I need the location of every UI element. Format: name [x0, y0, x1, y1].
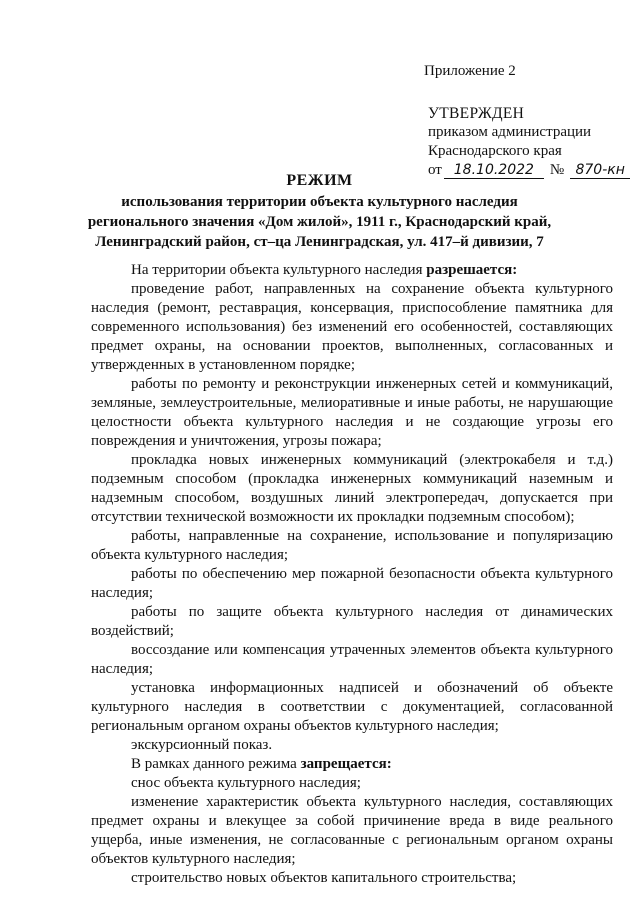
approval-title: УТВЕРЖДЕН	[428, 105, 525, 122]
allowed-intro	[91, 261, 613, 280]
forbidden-item: изменение характеристик объекта культурного наследия, составляющих предмет охраны и влекущее за собой причинение вреда в виде реального ущерба, иные изменения, не согласованные с региональным органом охраны объектов культурного наследия;	[91, 794, 613, 867]
heading-line-1: использования территории объекта культурного наследия	[121, 194, 518, 210]
allowed-item: прокладка новых инженерных коммуникаций (электрокабеля и т.д.) подземным способом (прокладка инженерных коммуникаций наземным и надземным способом, воздушных линий электропередач, допускается при отсутствии технической возможности их прокладки подземным способом);	[91, 452, 613, 525]
allowed-intro-text: На территории объекта культурного наследия	[131, 262, 427, 278]
from-label: от	[428, 162, 442, 178]
approval-line-1: приказом администрации	[428, 124, 592, 140]
approval-line-2: Краснодарского края	[428, 142, 562, 159]
handwritten-date: 18.10.2022	[444, 162, 544, 179]
allowed-item: работы по ремонту и реконструкции инженерных сетей и коммуникаций, земляные, землеустроительные, мелиоративные и иные работы, не нарушающие целостности объекта культурного наследия и не создающие угрозы его повреждения и уничтожения, угрозы пожара;	[91, 376, 613, 449]
allowed-item: проведение работ, направленных на сохранение объекта культурного наследия (ремонт, реставрация, консервация, приспособление памятника для современного использования) без изменений его особенностей, составляющих предмет охраны, на основании проектов, выполненных, согласованных и утвержденных в установленном порядке;	[91, 281, 613, 373]
allowed-item: установка информационных надписей и обозначений об объекте культурного наследия в соответствии с документацией, согласованной региональным органом охраны объектов культурного наследия;	[91, 680, 613, 734]
allowed-item: экскурсионный показ.	[131, 737, 273, 753]
allowed-item: работы по обеспечению мер пожарной безопасности объекта культурного наследия;	[91, 566, 613, 601]
heading-line-2: регионального значения «Дом жилой», 1911 г., Краснодарский край,	[87, 214, 552, 230]
approval-block	[428, 104, 630, 180]
forbidden-intro-keyword: запрещается:	[300, 756, 392, 772]
number-sign: №	[549, 162, 565, 178]
document-body	[91, 261, 613, 888]
annex-label: Приложение 2	[424, 63, 516, 79]
heading-line-3: Ленинградский район, ст–ца Ленинградская, ул. 417–й дивизии, 7	[95, 234, 544, 250]
forbidden-intro	[91, 755, 613, 774]
allowed-intro-keyword: разрешается:	[426, 262, 518, 278]
document-heading	[0, 170, 639, 252]
forbidden-item: строительство новых объектов капитального строительства;	[131, 870, 517, 886]
forbidden-intro-text: В рамках данного режима	[131, 756, 301, 772]
allowed-item: работы, направленные на сохранение, использование и популяризацию объекта культурного наследия;	[91, 528, 613, 563]
allowed-item: работы по защите объекта культурного наследия от динамических воздействий;	[91, 604, 613, 639]
forbidden-item: снос объекта культурного наследия;	[131, 775, 361, 791]
heading-title: РЕЖИМ	[286, 172, 353, 189]
allowed-item: воссоздание или компенсация утраченных элементов объекта культурного наследия;	[91, 642, 613, 677]
handwritten-number: 870-кн	[570, 162, 630, 179]
